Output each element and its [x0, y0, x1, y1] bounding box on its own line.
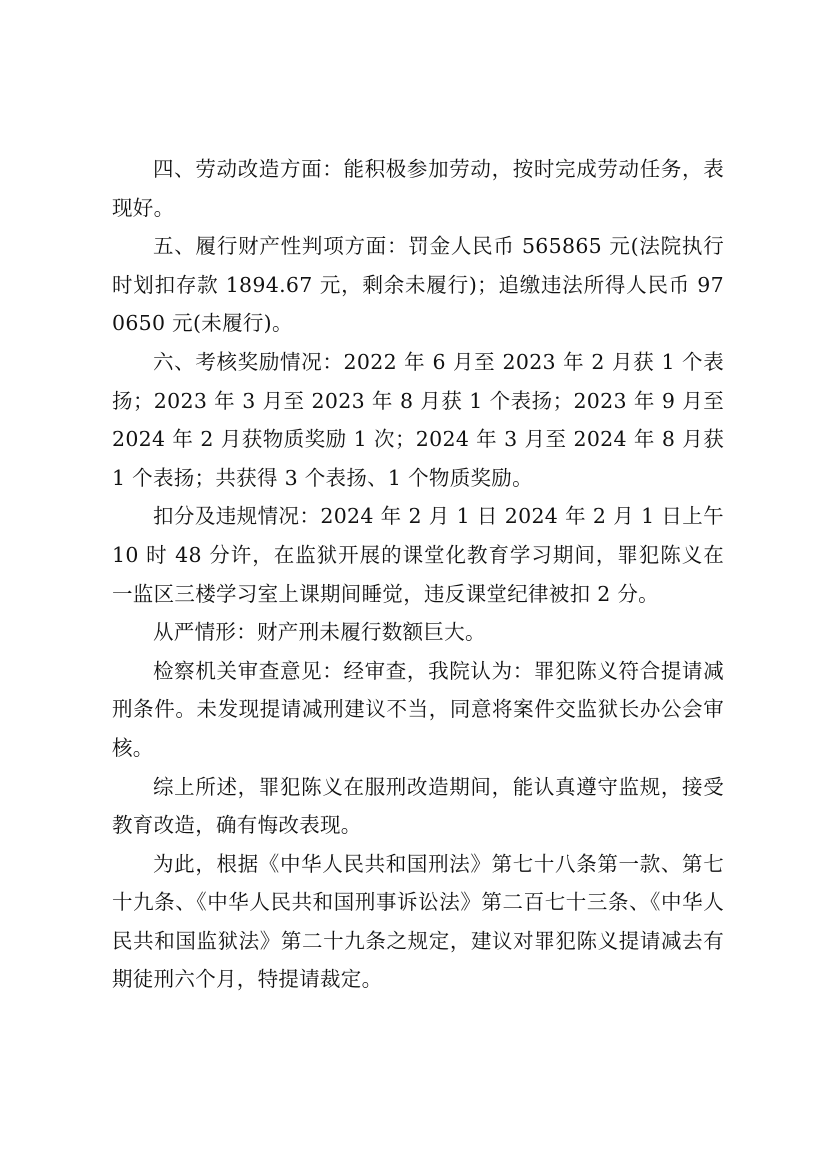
paragraph-procuratorate-opinion: 检察机关审查意见：经审查，我院认为：罪犯陈义符合提请减刑条件。未发现提请减刑建议不当，同意将案件交监狱长办公会审核。 [112, 658, 724, 760]
paragraph-violations: 扣分及违规情况：2024 年 2 月 1 日 2024 年 2 月 1 日上午 10 时 48 分许，在监狱开展的课堂化教育学习期间，罪犯陈义在一监区三楼学习室上课期间睡觉，违反课堂纪律被扣 2 分。 [112, 504, 724, 606]
document-body [112, 150, 724, 999]
paragraph-property-judgment: 五、履行财产性判项方面：罚金人民币 565865 元(法院执行时划扣存款 1894.67 元，剩余未履行)；追缴违法所得人民币 970650 元(未履行)。 [112, 234, 724, 336]
paragraph-legal-basis: 为此，根据《中华人民共和国刑法》第七十八条第一款、第七十九条、《中华人民共和国刑事诉讼法》第二百七十三条、《中华人民共和国监狱法》第二十九条之规定，建议对罪犯陈义提请减去有期徒刑六个月，特提请裁定。 [112, 851, 724, 992]
paragraph-summary: 综上所述，罪犯陈义在服刑改造期间，能认真遵守监规，接受教育改造，确有悔改表现。 [112, 774, 724, 838]
paragraph-rewards: 六、考核奖励情况：2022 年 6 月至 2023 年 2 月获 1 个表扬；2023 年 3 月至 2023 年 8 月获 1 个表扬；2023 年 9 月至 2024 年 2 月获物质奖励 1 次；2024 年 3 月至 2024 年 8 月获 1 个表扬；共获得 3 个表扬、1 个物质奖励。 [112, 349, 724, 490]
paragraph-strict-circumstances: 从严情形：财产刑未履行数额巨大。 [153, 620, 486, 645]
paragraph-labor-reform: 四、劳动改造方面：能积极参加劳动，按时完成劳动任务，表现好。 [112, 157, 724, 220]
